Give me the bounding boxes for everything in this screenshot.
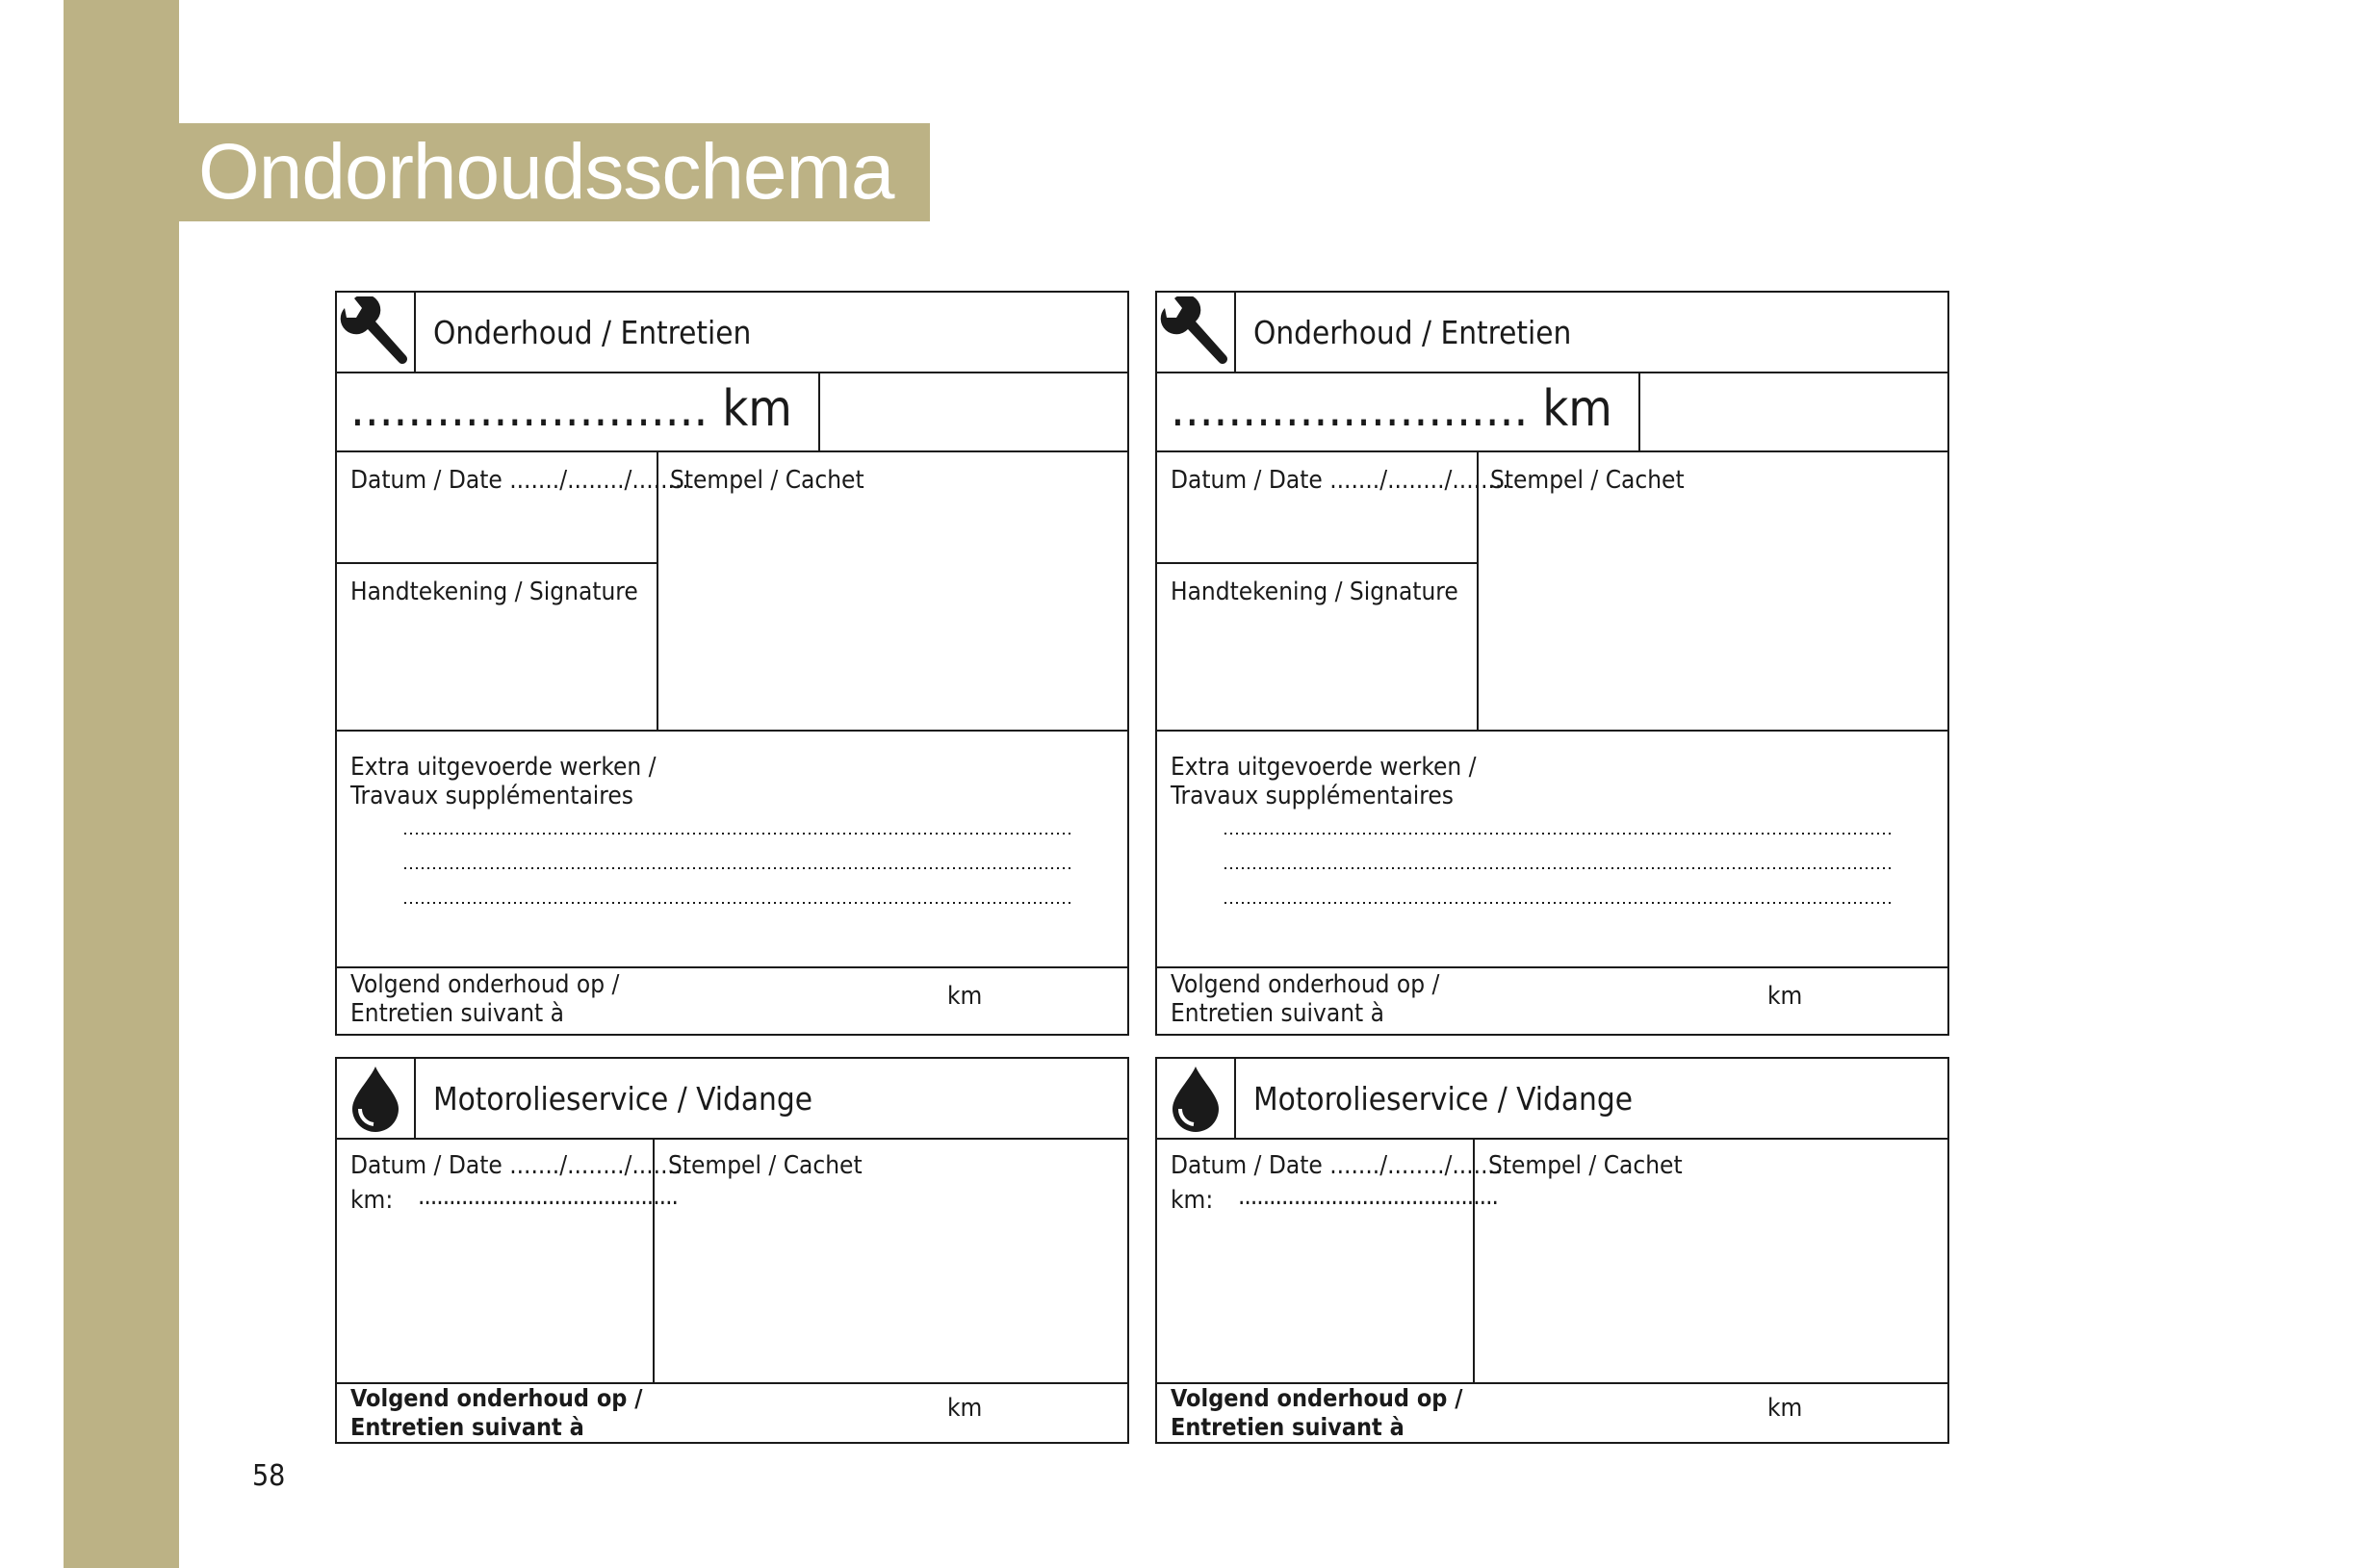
maintenance-card-right [1155,291,1949,1036]
next-service-label-fr: Entretien suivant à [350,999,564,1028]
oil-service-header: Motorolieservice / Vidange [1253,1080,1634,1118]
signature-field[interactable]: Handtekening / Signature [350,578,638,606]
extra-work-label-fr: Travaux supplémentaires [350,782,633,810]
next-service-label: Volgend onderhoud op / [1171,970,1440,999]
date-field[interactable]: Datum / Date ......./......../........ [1171,466,1509,495]
oil-drop-icon [348,1065,402,1134]
mileage-field[interactable]: ......................... km [350,380,792,438]
oil-drop-icon [1169,1065,1223,1134]
km-field[interactable]: .......................................... [1238,1182,1498,1211]
next-service-unit: km [1767,1394,1803,1423]
next-service-unit: km [1767,982,1803,1011]
next-service-label-fr: Entretien suivant à [1171,999,1384,1028]
side-accent-bar [64,0,179,1568]
date-field[interactable]: Datum / Date ......./......../........ [1171,1151,1509,1180]
stamp-label: Stempel / Cachet [670,466,864,495]
next-service-label: Volgend onderhoud op / [1171,1384,1463,1412]
km-label: km: [350,1186,394,1215]
next-service-unit: km [947,1394,983,1423]
next-service-label-fr: Entretien suivant à [1171,1413,1405,1441]
km-label: km: [1171,1186,1214,1215]
signature-field[interactable]: Handtekening / Signature [1171,578,1458,606]
maintenance-header: Onderhoud / Entretien [433,314,752,351]
next-service-label: Volgend onderhoud op / [350,970,620,999]
date-field[interactable]: Datum / Date ......./......../........ [350,1151,689,1180]
extra-work-lines[interactable] [1224,832,1898,909]
stamp-label: Stempel / Cachet [1488,1151,1683,1180]
page-title: Ondorhoudsschema [198,128,894,216]
date-field[interactable]: Datum / Date ......./......../........ [350,466,689,495]
stamp-label: Stempel / Cachet [668,1151,863,1180]
wrench-icon [1159,296,1232,370]
mileage-field[interactable]: ......................... km [1171,380,1612,438]
next-service-unit: km [947,982,983,1011]
next-service-label: Volgend onderhoud op / [350,1384,643,1412]
km-field[interactable]: .......................................... [418,1182,678,1211]
extra-work-label: Extra uitgevoerde werken / [350,753,657,782]
oil-service-header: Motorolieservice / Vidange [433,1080,813,1118]
extra-work-label-fr: Travaux supplémentaires [1171,782,1454,810]
maintenance-card-left [335,291,1129,1036]
stamp-label: Stempel / Cachet [1490,466,1685,495]
maintenance-header: Onderhoud / Entretien [1253,314,1572,351]
extra-work-label: Extra uitgevoerde werken / [1171,753,1477,782]
oil-service-card-right [1155,1057,1949,1444]
oil-service-card-left [335,1057,1129,1444]
page-number: 58 [252,1459,286,1493]
next-service-label-fr: Entretien suivant à [350,1413,584,1441]
extra-work-lines[interactable] [404,832,1078,909]
wrench-icon [339,296,412,370]
